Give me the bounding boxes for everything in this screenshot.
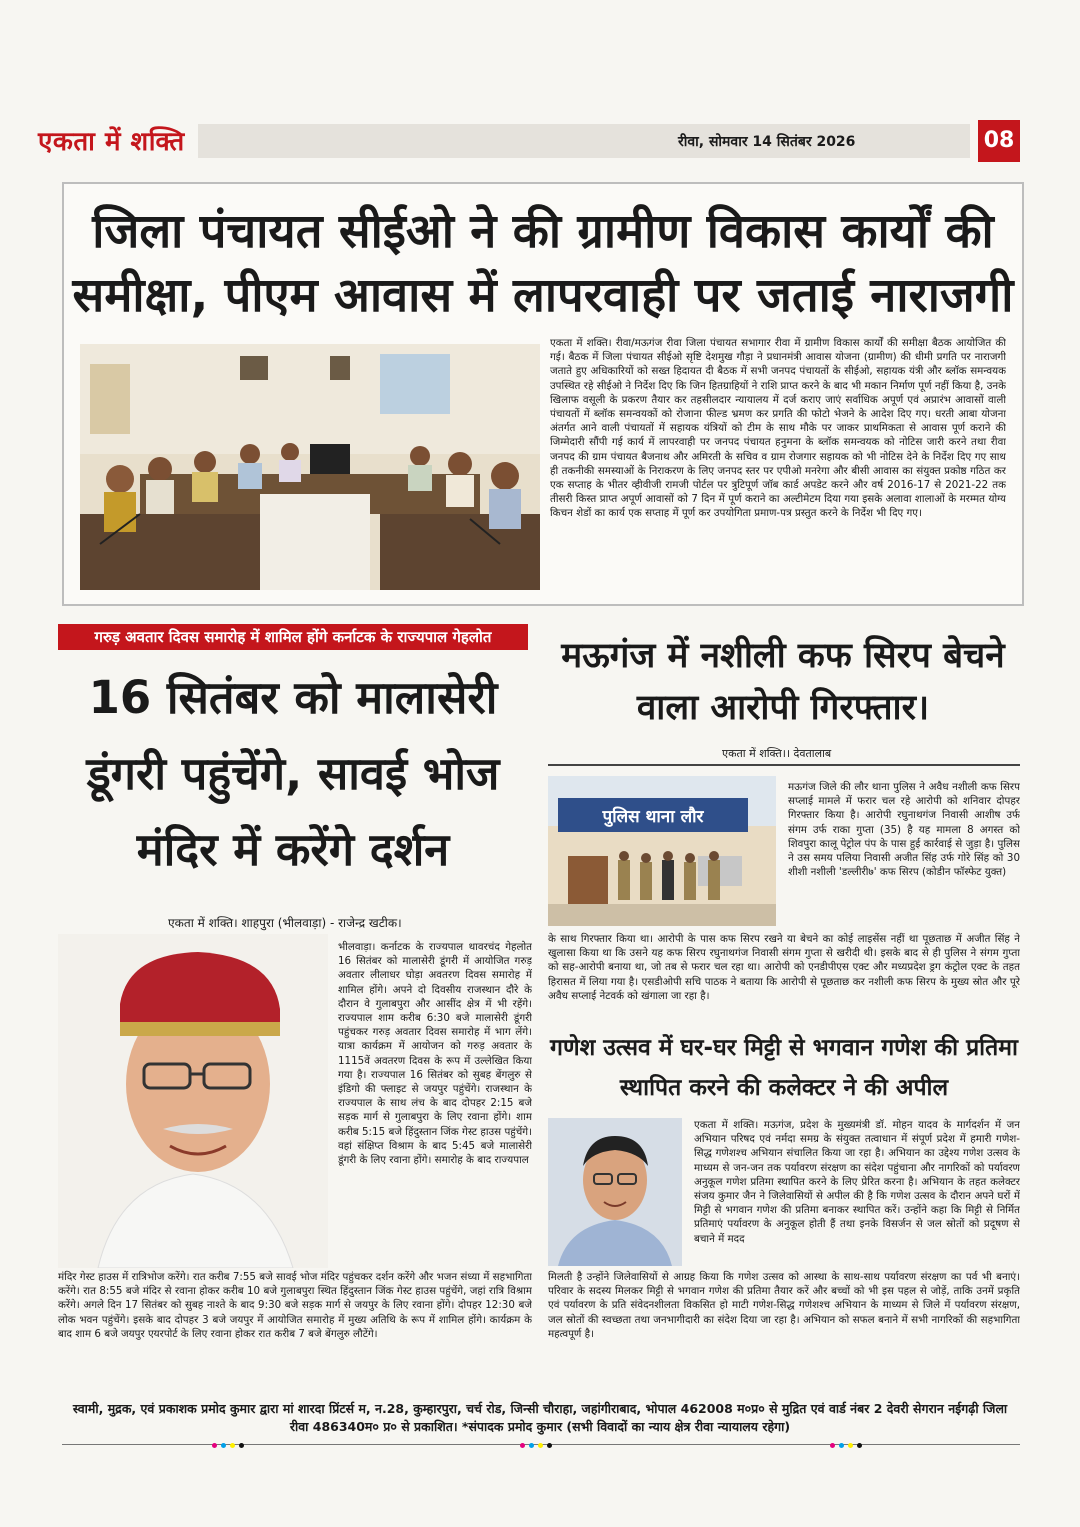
cough-syrup-body-column: मऊगंज जिले की लौर थाना पुलिस ने अवैध नशीली कफ सिरप सप्लाई मामले में फरार चल रहे आरोपी को शनिवार दोपहर गिरफ्तार किया है। आरोपी रघुनाथगंज निवासी आशीष उर्फ संगम उर्फ राका गुप्ता (35) है यह मामला 8 अगस्त को शिवपुरा कालू पेट्रोल पंप के पास हुई कार्रवाई से जुड़ा है। पुलिस ने उस समय पलिया निवासी अजीत सिंह उर्फ गोरे सिंह को 30 शीशी नशीली 'डल्लीरी७' कफ सिरप (कोडीन फॉस्फेट युक्त): [788, 781, 1020, 879]
ganesh-story-body-full: मिलती है उन्होंने जिलेवासियों से आग्रह किया कि गणेश उत्सव को आस्था के साथ-साथ पर्यावरण संरक्षण का पर्व भी बनाएं। परिवार के सदस्य मिलकर मिट्टी से भगवान गणेश की प्रतिमा तैयार करें और बच्चों को भी इस पहल से जोड़ें, ताकि उनमें प्रकृति एवं पर्यावरण के प्रति संवेदनशीलता विकसित हो माटी गणेश-सिद्ध गणेशश्च अभियान के माध्यम से जिले में पर्यावरण संरक्षण, जल स्रोतों की स्वच्छता तथा जनभागीदारी का संदेश दिया जा रहा है। अभियान को सफल बनाने में सभी नागरिकों की सहभागिता महत्वपूर्ण है।: [548, 1271, 1020, 1340]
police-station-photo: [548, 776, 776, 926]
governor-photo: [58, 934, 328, 1268]
collector-portrait-illustration: [548, 1118, 682, 1266]
ganesh-story-headline: गणेश उत्सव में घर-घर मिट्टी से भगवान गणेश की प्रतिमा स्थापित करने की कलेक्टर ने की अपील: [550, 1035, 1018, 1101]
masthead-title: एकता में शक्ति: [38, 127, 185, 157]
governor-story-body-column: भीलवाड़ा। कर्नाटक के राज्यपाल थावरचंद गेहलोत 16 सितंबर को मालासेरी डूंगरी में आयोजित गरुड़ अवतार लीलाधर घोड़ा अवतरण दिवस समारोह में शामिल होंगे। अपने दो दिवसीय राजस्थान दौरे के दौरान वे गुलाबपुरा और आसींद क्षेत्र में भी रहेंगे। राज्यपाल शाम करीब 6:30 बजे मालासेरी डूंगरी पहुंचकर गरुड़ अवतार दिवस समारोह में भाग लेंगे। यात्रा कार्यक्रम में आयोजन को गरुड़ अवतार के 1115वें अवतरण दिवस के रूप में उल्लेखित किया गया है। राज्यपाल 16 सितंबर को सुबह बेंगलुरु से इंडिगो की फ्लाइट से जयपुर पहुंचेंगे। राजस्थान के राज्यपाल के साथ लंच के बाद दोपहर 2:15 बजे सड़क मार्ग से गुलाबपुरा के लिए रवाना होंगे। शाम करीब 5:15 बजे हिंदुस्तान जिंक गेस्ट हाउस पहुंचेंगे। वहां संक्षिप्त विश्राम के बाद 5:45 बजे मालासेरी डूंगरी के लिए रवाना होंगे। समारोह के बाद राज्यपाल: [338, 941, 532, 1167]
masthead: [38, 120, 1020, 162]
governor-story-byline: एकता में शक्ति। शाहपुरा (भीलवाड़ा) - राजेन्द्र खटीक।: [168, 916, 402, 930]
governor-story-body-full: मंदिर गेस्ट हाउस में रात्रिभोज करेंगे। रात करीब 7:55 बजे सावई भोज मंदिर पहुंचकर दर्शन करेंगे और भजन संध्या में सहभागिता करेंगे। रात 8:55 बजे मंदिर से रवाना होकर करीब 10 बजे गुलाबपुरा स्थित हिंदुस्तान जिंक गेस्ट हाउस पहुंचेंगे, जहां रात्रि विश्राम करेंगे। अगले दिन 17 सितंबर को सुबह नाश्ते के बाद 9:30 बजे सड़क मार्ग से जयपुर के लिए रवाना होंगे। दोपहर 12:30 बजे लोक भवन पहुंचेंगे। इसके बाद दोपहर 3 बजे जयपुर में आयोजित समारोह में मुख्य अतिथि के रूप में शामिल होंगे। कार्यक्रम के बाद शाम 6 बजे जयपुर एयरपोर्ट के लिए रवाना होकर रात करीब 7 बजे बेंगलुरु लौटेंगे।: [58, 1271, 532, 1340]
section-rule: [548, 764, 1020, 766]
governor-story-headline: 16 सितंबर को मालासेरी डूंगरी पहुंचेंगे, सावई भोज मंदिर में करेंगे दर्शन: [86, 671, 500, 876]
top-story-headline: जिला पंचायत सीईओ ने की ग्रामीण विकास कार्यों की समीक्षा, पीएम आवास में लापरवाही पर जताई नाराजगी: [72, 204, 1014, 323]
collector-photo: [548, 1118, 682, 1266]
top-story-body: एकता में शक्ति। रीवा/मऊगंज रीवा जिला पंचायत सभागार रीवा में ग्रामीण विकास कार्यों की समीक्षा बैठक आयोजित की गई। बैठक में जिला पंचायत सीईओ सृष्टि देशमुख गौड़ा ने प्रधानमंत्री आवास योजना (ग्रामीण) की धीमी प्रगति पर नाराजगी जताते हुए अधिकारियों को सख्त हिदायत दी बैठक में सभी जनपद पंचायतों के सीईओ, सहायक यंत्री और ब्लॉक समन्वयक उपस्थित रहे सीईओ ने निर्देश दिए कि जिन हितग्राहियों ने राशि प्राप्त करने के बाद भी मकान निर्माण पूर्ण नहीं किया है, उनके खिलाफ वसूली के प्रकरण तैयार कर तहसीलदार न्यायालय में दर्ज कराए जाएं सर्वाधिक अपूर्ण एवं अप्रारंभ आवासों वाली पंचायतों में ब्लॉक समन्वयकों को रोजाना फील्ड भ्रमण कर प्रगति की फोटो भेजने के आदेश दिए गए। धरती आबा योजना अंतर्गत आने वाली पंचायतों में सहायक यंत्रियों को टीम के साथ मौके पर जाकर प्राथमिकता से आवास पूर्ण कराने की जिम्मेदारी सौंपी गई कार्य में लापरवाही पर जनपद पंचायत हनुमना के ब्लॉक समन्वयक को नोटिस जारी करने तथा रीवा जनपद की ग्राम पंचायत बैजनाथ और अमिरती के सचिव व ग्राम रोजगार सहायक को भी नोटिस देने के निर्देश दिए गए साथ ही तकनीकी समस्याओं के निराकरण के लिए जनपद स्तर पर एपीओ मनरेगा और बीसी आवास का संयुक्त प्रकोष्ठ गठित कर एक सप्ताह के भीतर व्हीवीजी रामजी पोर्टल पर त्रुटिपूर्ण जॉब कार्ड अपडेट करने और वर्ष 2016-17 से 2021-22 तक तीसरी किस्त प्राप्त अपूर्ण आवासों को 7 दिन में पूर्ण कराने का अल्टीमेटम दिया गया इसके अलावा शालाओं के मरम्मत योग्य किचन शेडों का कार्य एक सप्ताह में पूर्ण कर उपयोगिता प्रमाण-पत्र प्रस्तुत करने के निर्देश भी दिए गए।: [550, 337, 1006, 520]
registration-marks-right: [830, 1443, 866, 1448]
governor-story-kicker: गरुड़ अवतार दिवस समारोह में शामिल होंगे कर्नाटक के राज्यपाल गेहलोत: [58, 624, 528, 650]
imprint-line: स्वामी, मुद्रक, एवं प्रकाशक प्रमोद कुमार द्वारा मां शारदा प्रिंटर्स म, न.28, कुम्हारपुरा, चर्च रोड, जिन्सी चौराहा, जहांगीराबाद, भोपाल 462008 म०प्र० से मुद्रित एवं वार्ड नंबर 2 देवरी सेगरान नईगढ़ी जिला रीवा 486340म० प्र० से प्रकाशित। *संपादक प्रमोद कुमार (सभी विवादों का न्याय क्षेत्र रीवा न्यायालय रहेगा): [72, 1401, 1008, 1434]
issue-date: रीवा, सोमवार 14 सितंबर 2026: [678, 134, 856, 150]
page-number: 08: [978, 120, 1020, 162]
registration-marks-center: [520, 1443, 556, 1448]
police-station-sign: पुलिस थाना लौर: [602, 807, 704, 827]
registration-marks-left: [212, 1443, 248, 1448]
ganesh-story-body-column: एकता में शक्ति। मऊगंज, प्रदेश के मुख्यमंत्री डॉ. मोहन यादव के मार्गदर्शन में जन अभियान परिषद एवं नर्मदा समग्र के संयुक्त तत्वाधान में संपूर्ण प्रदेश में हमारी गणेश-सिद्ध गणेशश्च अभियान संचालित किया जा रहा है। अभियान का उद्देश्य गणेश उत्सव के माध्यम से जन-जन तक पर्यावरण संरक्षण का संदेश पहुंचाना और नागरिकों को पर्यावरण अनुकूल गणेश प्रतिमा स्थापित करने के लिए प्रेरित करना है। अभियान के तहत कलेक्टर संजय कुमार जैन ने जिलेवासियों से अपील की है कि गणेश उत्सव के दौरान अपने घरों में मिट्टी से भगवान गणेश की प्रतिमा बनाकर स्थापित करें। उन्होंने कहा कि मिट्टी से निर्मित प्रतिमाएं पर्यावरण के अनुकूल होती हैं तथा इनके विसर्जन से जल स्रोतों को प्रदूषण से बचाने में मदद: [694, 1119, 1020, 1245]
governor-portrait-illustration: [58, 934, 328, 1268]
top-story: [62, 182, 1024, 606]
meeting-photo-illustration: [80, 344, 540, 590]
meeting-photo: [80, 344, 540, 590]
cough-syrup-body-full: के साथ गिरफ्तार किया था। आरोपी के पास कफ सिरप रखने या बेचने का कोई लाइसेंस नहीं था पूछताछ में अजीत सिंह ने खुलासा किया था कि उसने यह कफ सिरप रघुनाथगंज निवासी संगम गुप्ता से खरीदी थी। इसके बाद से ही पुलिस ने संगम गुप्ता को सह-आरोपी बनाया था, जो तब से फरार चल रहा था। आरोपी को एनडीपीएस एक्ट और मध्यप्रदेश ड्रग कंट्रोल एक्ट के तहत हिरासत में लिया गया है। एसडीओपी सचि पाठक ने बताया कि आरोपी से पूछताछ कर नशीली कफ सिरप के मुख्य स्रोत और पूरे अवैध सप्लाई नेटवर्क को खंगाला जा रहा है।: [548, 933, 1020, 1002]
cough-syrup-headline: मऊगंज में नशीली कफ सिरप बेचने वाला आरोपी गिरफ्तार।: [561, 636, 1005, 728]
police-station-illustration: [548, 776, 776, 926]
cough-syrup-byline: एकता में शक्ति।। देवतालाब: [722, 747, 832, 760]
